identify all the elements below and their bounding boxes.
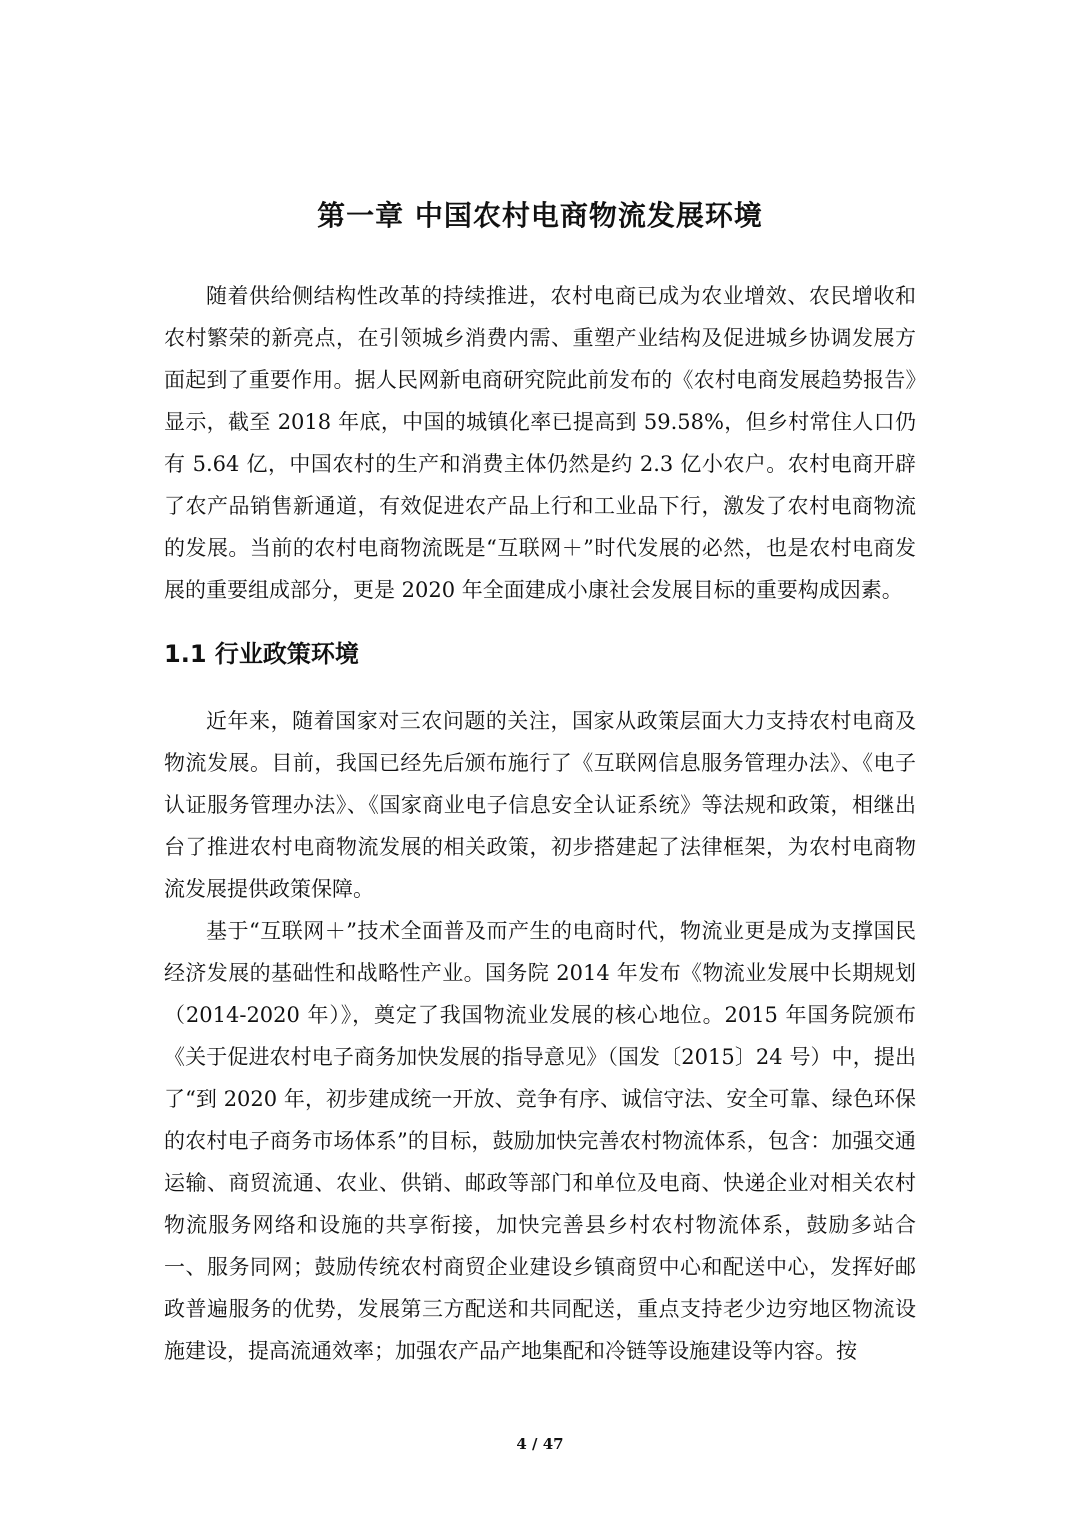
intro-paragraph: 随着供给侧结构性改革的持续推进，农村电商已成为农业增效、农民增收和农村繁荣的新亮点，在引领城乡消费内需、重塑产业结构及促进城乡协调发展方面起到了重要作用。据人民网新电商研究院此前发布的《农村电商发展趋势报告》显示，截至 2018 年底，中国的城镇化率已提高到 59.58%，但乡村常住人口仍有 5.64 亿，中国农村的生产和消费主体仍然是约 2.3 亿小农户。农村电商开辟了农产品销售新通道，有效促进农产品上行和工业品下行，激发了农村电商物流的发展。当前的农村电商物流既是“互联网＋”时代发展的必然，也是农村电商发展的重要组成部分，更是 2020 年全面建成小康社会发展目标的重要构成因素。 xyxy=(164,284,916,602)
chapter-title: 第一章 中国农村电商物流发展环境 xyxy=(317,199,763,232)
policy-paragraph-1: 近年来，随着国家对三农问题的关注，国家从政策层面大力支持农村电商及物流发展。目前，我国已经先后颁布施行了《互联网信息服务管理办法》、《电子认证服务管理办法》、《国家商业电子信息安全认证系统》等法规和政策，相继出台了推进农村电商物流发展的相关政策，初步搭建起了法律框架，为农村电商物流发展提供政策保障。 xyxy=(164,709,916,901)
section-title: 1.1 行业政策环境 xyxy=(164,640,359,668)
page-number: 4 / 47 xyxy=(516,1435,564,1453)
policy-paragraph-2: 基于“互联网＋”技术全面普及而产生的电商时代，物流业更是成为支撑国民经济发展的基础性和战略性产业。国务院 2014 年发布《物流业发展中长期规划（2014-2020 年）》，奠定了我国物流业发展的核心地位。2015 年国务院颁布《关于促进农村电子商务加快发展的指导意见》（国发〔2015〕24 号）中，提出了“到 2020 年，初步建成统一开放、竞争有序、诚信守法、安全可靠、绿色环保的农村电子商务市场体系”的目标，鼓励加快完善农村物流体系，包含：加强交通运输、商贸流通、农业、供销、邮政等部门和单位及电商、快递企业对相关农村物流服务网络和设施的共享衔接，加快完善县乡村农村物流体系，鼓励多站合一、服务同网；鼓励传统农村商贸企业建设乡镇商贸中心和配送中心，发挥好邮政普遍服务的优势，发展第三方配送和共同配送，重点支持老少边穷地区物流设施建设，提高流通效率；加强农产品产地集配和冷链等设施建设等内容。按 xyxy=(164,919,916,1363)
